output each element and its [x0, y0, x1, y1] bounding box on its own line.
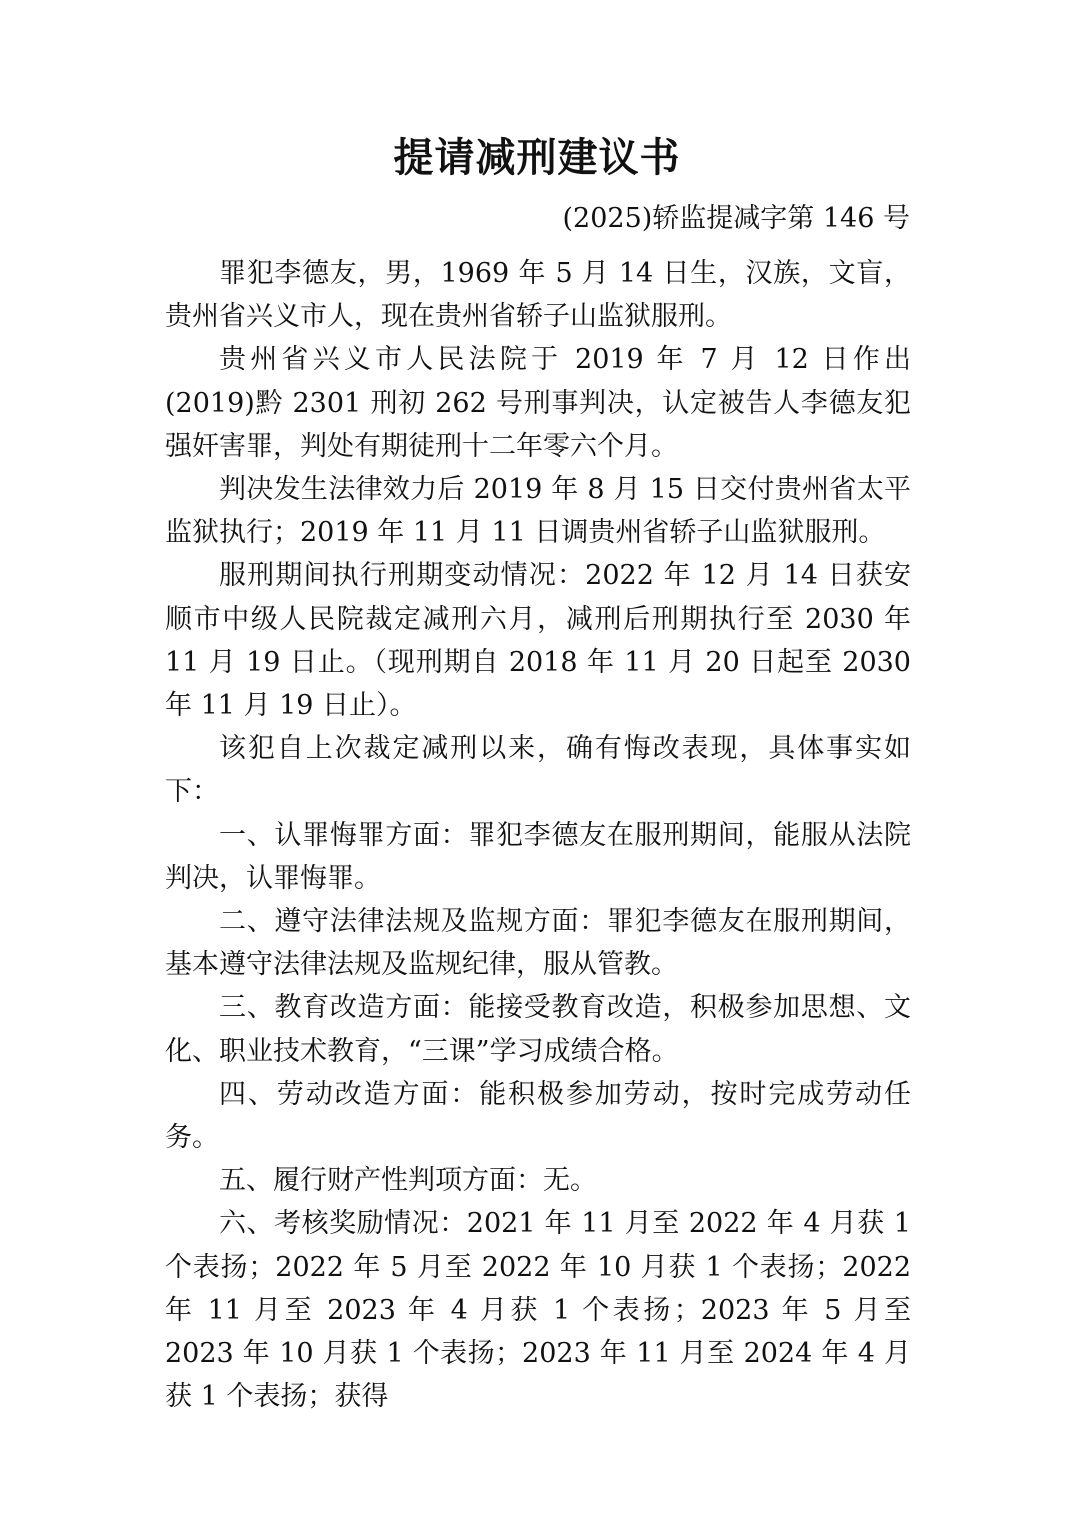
paragraph-repentance-intro: 该犯自上次裁定减刑以来，确有悔改表现，具体事实如下：	[165, 733, 911, 808]
document-title: 提请减刑建议书	[393, 134, 681, 181]
paragraph-plea-guilty: 一、认罪悔罪方面：罪犯李德友在服刑期间，能服从法院判决，认罪悔罪。	[165, 819, 911, 894]
paragraph-labor: 四、劳动改造方面：能积极参加劳动，按时完成劳动任务。	[165, 1078, 911, 1154]
paragraph-property: 五、履行财产性判项方面：无。	[219, 1165, 597, 1197]
paragraph-education: 三、教育改造方面：能接受教育改造，积极参加思想、文化、职业技术教育，“三课”学习成绩合格。	[165, 992, 911, 1067]
paragraph-criminal-info: 罪犯李德友，男，1969 年 5 月 14 日生，汉族，文盲，贵州省兴义市人，现在贵州省轿子山监狱服刑。	[165, 258, 911, 333]
document-number: (2025)轿监提减字第 146 号	[562, 203, 910, 234]
paragraph-compliance: 二、遵守法律法规及监规方面：罪犯李德友在服刑期间，基本遵守法律法规及监规纪律，服从管教。	[165, 906, 911, 981]
paragraph-rewards: 六、考核奖励情况：2021 年 11 月至 2022 年 4 月获 1 个表扬；2022 年 5 月至 2022 年 10 月获 1 个表扬；2022 年 11 月至 2023 年 4 月获 1 个表扬；2023 年 5 月至 2023 年 10 月获 1 个表扬；2023 年 11 月至 2024 年 4 月获 1 个表扬；获得	[165, 1208, 911, 1413]
paragraph-execution: 判决发生法律效力后 2019 年 8 月 15 日交付贵州省太平监狱执行；2019 年 11 月 11 日调贵州省轿子山监狱服刑。	[165, 474, 911, 549]
document-body	[165, 252, 911, 1418]
paragraph-sentence-changes: 服刑期间执行刑期变动情况：2022 年 12 月 14 日获安顺市中级人民院裁定减刑六月，减刑后刑期执行至 2030 年 11 月 19 日止。（现刑期自 2018 年 11 月 20 日起至 2030 年 11 月 19 日止）。	[165, 560, 911, 722]
paragraph-original-judgment: 贵州省兴义市人民法院于 2019 年 7 月 12 日作出(2019)黔 2301 刑初 262 号刑事判决，认定被告人李德友犯强奸害罪，判处有期徒刑十二年零六个月。	[165, 344, 911, 462]
